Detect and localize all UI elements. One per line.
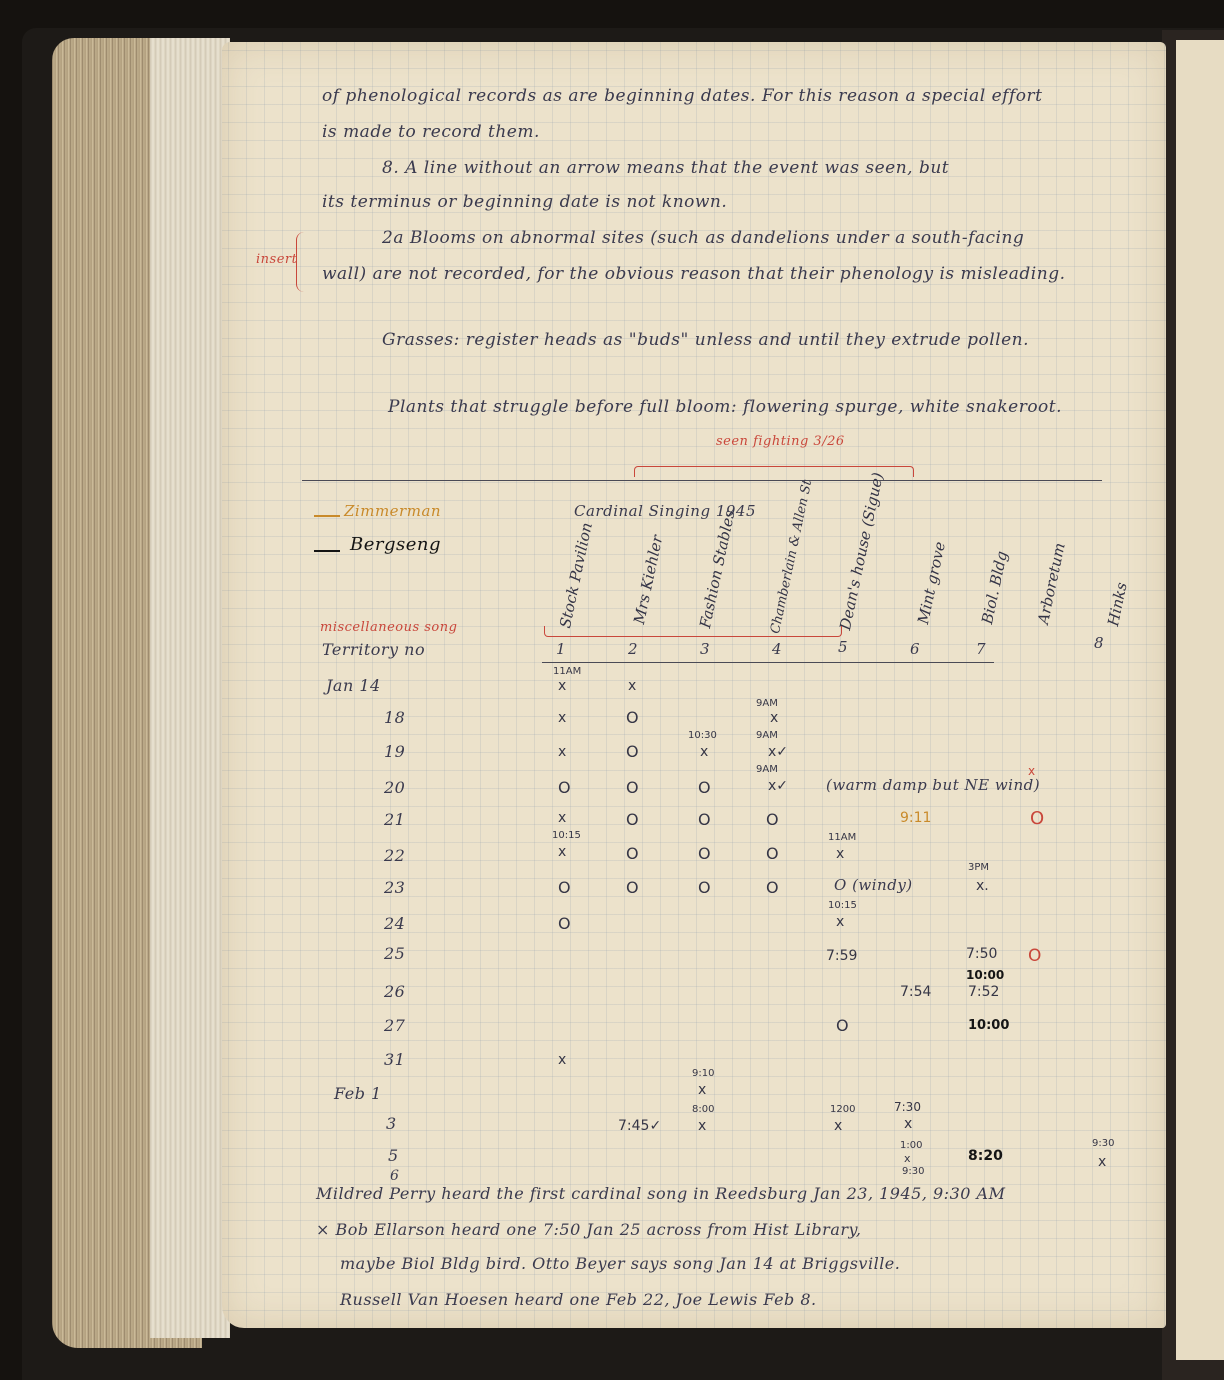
column-label: Mint grove xyxy=(914,540,950,626)
observation-mark: O xyxy=(1030,808,1045,829)
observation-mark: x xyxy=(558,1052,567,1068)
time-annotation: 7:30 xyxy=(894,1100,921,1114)
observation-mark: O xyxy=(698,844,711,863)
date-label: Jan 14 xyxy=(326,676,381,695)
miscellaneous-label: miscellaneous song xyxy=(320,620,458,635)
column-number: 3 xyxy=(700,640,710,658)
observation-mark: 10:00 xyxy=(966,968,1005,982)
legend-swatch-black xyxy=(314,550,340,552)
observation-mark: x xyxy=(558,678,567,694)
grasses-note: Grasses: register heads as "buds" unless and until they extrude pollen. xyxy=(382,330,1030,350)
time-annotation: 9:10 xyxy=(692,1068,715,1079)
time-annotation: 10:15 xyxy=(552,830,581,841)
column-number: 6 xyxy=(910,640,920,658)
observation-mark: O xyxy=(766,810,779,829)
observation-mark: 9:11 xyxy=(900,810,932,826)
observation-mark: x xyxy=(834,1118,843,1134)
note-line: × Bob Ellarson heard one 7:50 Jan 25 across from Hist Library, xyxy=(316,1220,862,1239)
note-line: maybe Biol Bldg bird. Otto Beyer says song Jan 14 at Briggsville. xyxy=(340,1254,901,1273)
date-label: 19 xyxy=(384,742,406,761)
date-label: 27 xyxy=(384,1016,406,1035)
column-number: 2 xyxy=(628,640,638,658)
observation-mark: 10:00 xyxy=(968,1018,1010,1033)
observation-mark: x xyxy=(558,744,567,760)
paragraph-line: 2a Blooms on abnormal sites (such as dandelions under a south-facing xyxy=(382,228,1025,248)
legend-zimmerman: Zimmerman xyxy=(344,502,442,520)
legend-bergseng: Bergseng xyxy=(350,534,442,555)
column-number: 5 xyxy=(838,638,848,656)
misc-bracket xyxy=(544,626,842,637)
date-label: 26 xyxy=(384,982,406,1001)
note-line: Mildred Perry heard the first cardinal song in Reedsburg Jan 23, 1945, 9:30 AM xyxy=(316,1184,1006,1203)
observation-mark: x xyxy=(904,1152,911,1165)
weather-note: (warm damp but NE wind) xyxy=(826,776,1041,794)
date-label: 5 xyxy=(388,1146,399,1165)
date-label: 3 xyxy=(386,1114,397,1133)
observation-mark: O xyxy=(626,878,639,897)
table-title: Cardinal Singing 1945 xyxy=(574,502,756,520)
observation-mark: O xyxy=(626,778,639,797)
seen-fighting-note: seen fighting 3/26 xyxy=(716,434,845,449)
date-label: Feb 1 xyxy=(334,1084,382,1103)
legend-swatch-orange xyxy=(314,515,340,517)
date-label: 24 xyxy=(384,914,406,933)
time-annotation: 1200 xyxy=(830,1104,856,1115)
observation-mark: x xyxy=(628,678,637,694)
date-label: 31 xyxy=(384,1050,406,1069)
time-annotation: 9AM xyxy=(756,698,778,709)
note-line: Russell Van Hoesen heard one Feb 22, Joe Lewis Feb 8. xyxy=(340,1290,817,1309)
column-label: Chamberlain & Allen St xyxy=(768,478,816,636)
column-number: 8 xyxy=(1094,634,1104,652)
time-annotation: 8:00 xyxy=(692,1104,715,1115)
column-number: 1 xyxy=(556,640,566,658)
observation-mark: x xyxy=(700,744,709,760)
territory-label: Territory no xyxy=(322,640,426,659)
observation-mark: O xyxy=(626,810,639,829)
observation-mark: x xyxy=(698,1118,707,1134)
paragraph-line: is made to record them. xyxy=(322,122,540,142)
observation-mark: O xyxy=(558,878,571,897)
observation-mark: x✓ xyxy=(768,778,789,794)
observation-mark: x✓ xyxy=(768,744,789,760)
observation-mark: x xyxy=(904,1116,913,1132)
time-annotation: 1:00 xyxy=(900,1140,923,1151)
observation-mark: x xyxy=(836,914,845,930)
table-top-rule xyxy=(302,480,1102,481)
observation-mark: 7:59 xyxy=(826,948,858,964)
observation-mark: 7:54 xyxy=(900,984,932,1000)
observation-mark: x xyxy=(1098,1154,1107,1170)
observation-mark: O xyxy=(558,914,571,933)
column-label: Hinks xyxy=(1104,580,1131,628)
observation-mark: x xyxy=(770,710,779,726)
observation-mark: O xyxy=(698,878,711,897)
observation-mark: x xyxy=(836,846,845,862)
observation-mark: x xyxy=(558,844,567,860)
date-label: 25 xyxy=(384,944,406,963)
observation-mark: O xyxy=(626,844,639,863)
column-label: Dean's house (Sigue) xyxy=(836,470,888,632)
observation-mark: x xyxy=(698,1082,707,1098)
observation-mark: 7:52 xyxy=(968,984,1000,1000)
notebook-page xyxy=(222,42,1166,1328)
observation-mark: O xyxy=(1028,946,1042,966)
time-annotation: 9AM xyxy=(756,764,778,775)
observation-mark: O xyxy=(698,778,711,797)
time-annotation: 11AM xyxy=(828,832,857,843)
observation-mark: O xyxy=(626,708,639,727)
date-label: 18 xyxy=(384,708,406,727)
margin-note: insert xyxy=(256,252,298,267)
page-stack xyxy=(150,38,230,1338)
struggle-note: Plants that struggle before full bloom: flowering spurge, white snakeroot. xyxy=(388,397,1063,417)
observation-mark: 7:45✓ xyxy=(618,1118,662,1134)
time-annotation: 11AM xyxy=(553,666,582,677)
time-annotation: 9:30 xyxy=(902,1166,925,1177)
observation-mark: O xyxy=(626,742,639,761)
paragraph-line: of phenological records as are beginning dates. For this reason a special effort xyxy=(322,86,1043,106)
time-annotation: 10:15 xyxy=(828,900,857,911)
date-label: 20 xyxy=(384,778,406,797)
column-label: Fashion Stables xyxy=(696,508,739,630)
column-label: Mrs Kiehler xyxy=(630,533,667,626)
observation-mark: 7:50 xyxy=(966,946,998,962)
facing-page-edge xyxy=(1176,40,1224,1360)
column-label: Stock Pavilion xyxy=(556,520,596,630)
observation-mark: O xyxy=(558,778,571,797)
paragraph-line: 8. A line without an arrow means that the event was seen, but xyxy=(382,158,950,178)
observation-mark: x xyxy=(1028,764,1036,778)
time-annotation: 10:30 xyxy=(688,730,717,741)
time-annotation: 9AM xyxy=(756,730,778,741)
observation-mark: O xyxy=(698,810,711,829)
observation-mark: x xyxy=(558,710,567,726)
observation-mark: 8:20 xyxy=(968,1148,1003,1164)
observation-mark: O xyxy=(766,844,779,863)
time-annotation: 9:30 xyxy=(1092,1138,1115,1149)
header-underline xyxy=(542,662,994,663)
column-label: Arboretum xyxy=(1034,541,1069,626)
observation-mark: O (windy) xyxy=(834,876,913,894)
observation-mark: O xyxy=(766,878,779,897)
date-label: 23 xyxy=(384,878,406,897)
insert-bracket xyxy=(296,232,309,292)
time-annotation: 3PM xyxy=(968,862,990,873)
paragraph-line: its terminus or beginning date is not known. xyxy=(322,192,728,212)
date-label: 22 xyxy=(384,846,406,865)
column-label: Biol. Bldg xyxy=(978,549,1012,626)
column-number: 4 xyxy=(772,640,782,658)
observation-mark: x xyxy=(558,810,567,826)
column-number: 7 xyxy=(976,640,986,658)
paragraph-line: wall) are not recorded, for the obvious reason that their phenology is misleading. xyxy=(322,264,1066,284)
date-label: 6 xyxy=(390,1168,400,1184)
observation-mark: O xyxy=(836,1016,849,1035)
date-label: 21 xyxy=(384,810,406,829)
observation-mark: x. xyxy=(976,878,989,894)
